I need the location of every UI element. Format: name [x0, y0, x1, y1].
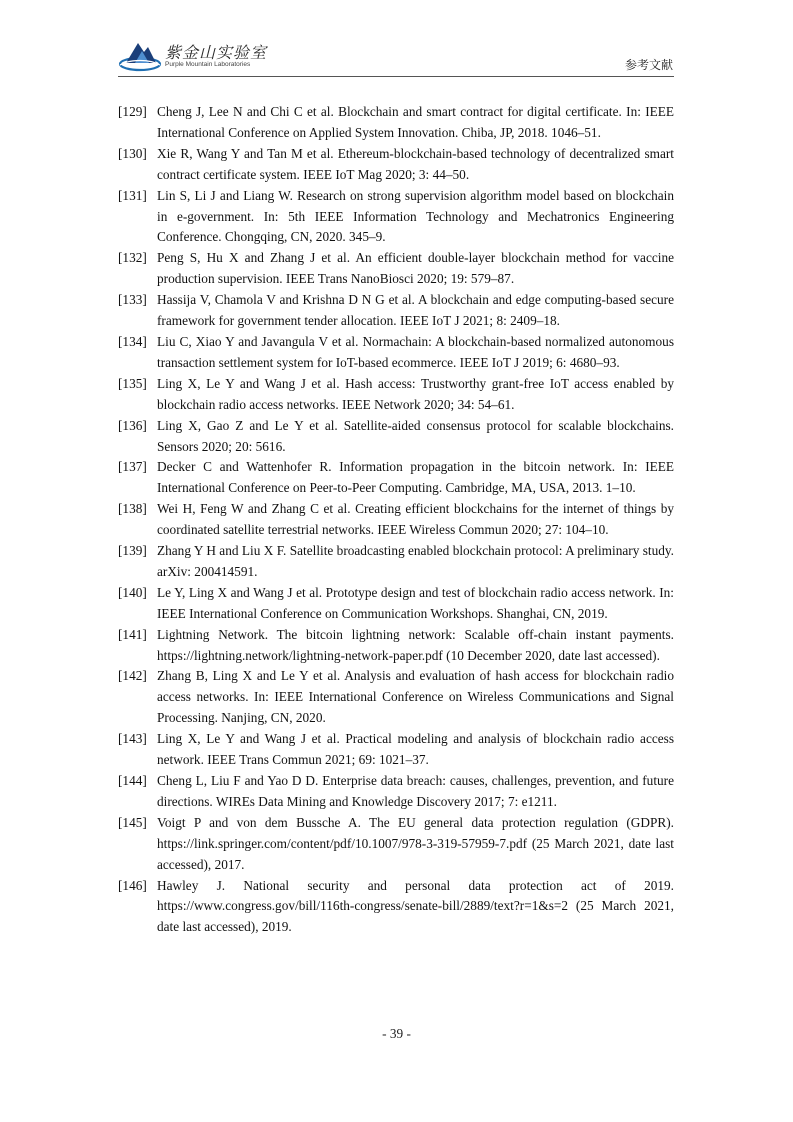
reference-text: Xie R, Wang Y and Tan M et al. Ethereum-blockchain-based technology of decentralized smart contract certificate system. IEEE IoT Mag 2020; 3: 44–50.: [157, 145, 674, 182]
reference-item: [118, 813, 674, 876]
reference-item: [118, 541, 674, 583]
reference-text: Ling X, Gao Z and Le Y et al. Satellite-aided consensus protocol for scalable blockchains. Sensors 2020; 20: 5616.: [157, 417, 674, 454]
reference-number: [142]: [118, 668, 147, 684]
page-number: - 39 -: [382, 1026, 411, 1041]
reference-item: [118, 102, 674, 144]
reference-text: Liu C, Xiao Y and Javangula V et al. Normachain: A blockchain-based normalized autonomous transaction settlement system for IoT-based ecommerce. IEEE IoT J 2019; 6: 4680–93.: [157, 333, 674, 370]
reference-number: [138]: [118, 501, 147, 517]
reference-number: [140]: [118, 584, 147, 600]
reference-text: Voigt P and von dem Bussche A. The EU general data protection regulation (GDPR). https://link.springer.com/content/pdf/10.1007/978-3-319-57959-7.pdf (25 March 2021, date last accessed), 2017.: [157, 814, 674, 872]
reference-text: Ling X, Le Y and Wang J et al. Hash access: Trustworthy grant-free IoT access enabled by blockchain radio access networks. IEEE Network 2020; 34: 54–61.: [157, 375, 674, 412]
reference-text: Zhang B, Ling X and Le Y et al. Analysis and evaluation of hash access for blockchain radio access networks. In: IEEE International Conference on Wireless Communications and Signal Processing. Nanjing, CN, 2020.: [157, 668, 674, 726]
section-title: 参考文献: [624, 58, 673, 72]
logo: [118, 36, 268, 74]
purple-mountain-logo-icon: [118, 38, 162, 72]
reference-text: Zhang Y H and Liu X F. Satellite broadcasting enabled blockchain protocol: A preliminary study. arXiv: 200414591.: [157, 543, 674, 579]
reference-list: [118, 102, 674, 938]
reference-item: [118, 729, 674, 771]
page-header: [0, 0, 793, 80]
reference-text: Hassija V, Chamola V and Krishna D N G et al. A blockchain and edge computing-based secure framework for government tender allocation. IEEE IoT J 2021; 8: 2409–18.: [157, 292, 674, 329]
reference-text: Le Y, Ling X and Wang J et al. Prototype design and test of blockchain radio access network. In: IEEE International Conference on Communication Workshops. Shanghai, CN, 2019.: [157, 584, 674, 621]
logo-english-name: Purple Mountain Laboratories: [165, 61, 251, 68]
reference-item: [118, 186, 674, 249]
reference-text: Hawley J. National security and personal data protection act of 2019. https://www.congress.gov/bill/116th-congress/senate-bill/2889/text?r=1&s=2 (25 March 2021, date last accessed), 2019.: [157, 877, 674, 935]
reference-item: [118, 416, 674, 458]
reference-text: Decker C and Wattenhofer R. Information propagation in the bitcoin network. In: IEEE International Conference on Peer-to-Peer Computing. Cambridge, MA, USA, 2013. 1–10.: [157, 459, 674, 496]
header-divider: [118, 76, 674, 77]
logo-chinese-name: 紫金山实验室: [165, 43, 268, 62]
reference-item: [118, 457, 674, 499]
reference-number: [137]: [118, 459, 147, 475]
reference-item: [118, 374, 674, 416]
reference-text: Lin S, Li J and Liang W. Research on strong supervision algorithm model based on blockchain in e-government. In: 5th IEEE Information Technology and Mechatronics Engineering Conference. Chongqing, CN, 2020. 345–9.: [157, 187, 674, 245]
reference-text: Lightning Network. The bitcoin lightning network: Scalable off-chain instant payments. https://lightning.network/lightning-network-paper.pdf (10 December 2020, date last accessed).: [157, 626, 674, 663]
reference-number: [132]: [118, 250, 147, 266]
reference-item: [118, 625, 674, 667]
reference-number: [136]: [118, 417, 147, 433]
reference-item: [118, 144, 674, 186]
reference-number: [139]: [118, 543, 147, 559]
reference-number: [130]: [118, 145, 147, 161]
reference-number: [131]: [118, 187, 147, 203]
reference-number: [133]: [118, 292, 147, 308]
reference-text: Ling X, Le Y and Wang J et al. Practical modeling and analysis of blockchain radio access network. IEEE Trans Commun 2021; 69: 1021–37.: [157, 731, 674, 768]
reference-number: [134]: [118, 333, 147, 349]
reference-item: [118, 499, 674, 541]
reference-item: [118, 248, 674, 290]
reference-number: [144]: [118, 773, 147, 788]
reference-item: [118, 290, 674, 332]
reference-item: [118, 666, 674, 729]
reference-text: Cheng L, Liu F and Yao D D. Enterprise data breach: causes, challenges, prevention, and future directions. WIREs Data Mining and Knowledge Discovery 2017; 7: e1211.: [157, 773, 674, 809]
reference-number: [146]: [118, 877, 147, 893]
reference-item: [118, 876, 674, 939]
reference-item: [118, 771, 674, 813]
reference-text: Wei H, Feng W and Zhang C et al. Creating efficient blockchains for the internet of things by coordinated satellite terrestrial networks. IEEE Wireless Commun 2020; 27: 104–10.: [157, 501, 674, 538]
reference-text: Cheng J, Lee N and Chi C et al. Blockchain and smart contract for digital certificate. In: IEEE International Conference on Applied System Innovation. Chiba, JP, 2018. 1046–51.: [157, 104, 674, 140]
reference-item: [118, 332, 674, 374]
reference-number: [141]: [118, 626, 147, 642]
reference-item: [118, 583, 674, 625]
reference-number: [135]: [118, 375, 147, 391]
reference-number: [129]: [118, 104, 147, 119]
reference-number: [143]: [118, 731, 147, 747]
reference-text: Peng S, Hu X and Zhang J et al. An efficient double-layer blockchain method for vaccine production supervision. IEEE Trans NanoBiosci 2020; 19: 579–87.: [157, 250, 674, 287]
reference-number: [145]: [118, 814, 147, 830]
